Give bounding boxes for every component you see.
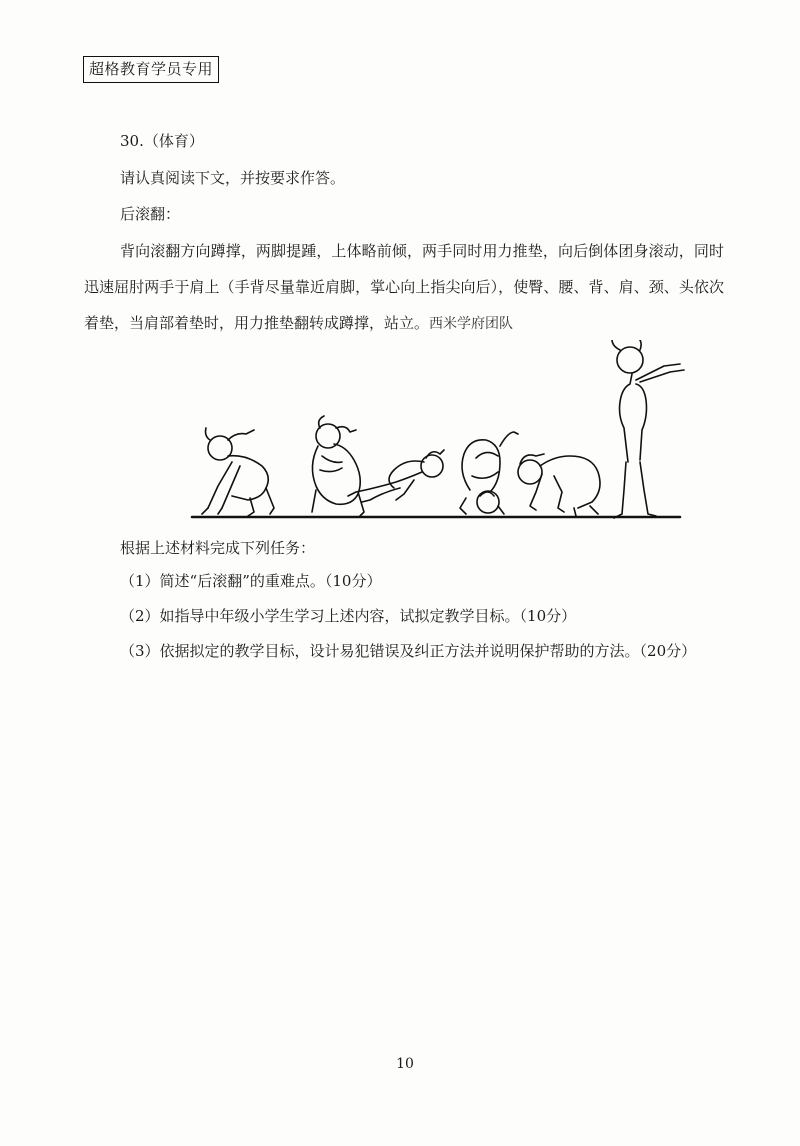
header-stamp: 超格教育学员专用 [83, 56, 219, 83]
question-intro: 请认真阅读下文，并按要求作答。 [120, 169, 346, 187]
page-number: 10 [396, 1056, 414, 1072]
tasks-prompt: 根据上述材料完成下列任务： [120, 539, 316, 557]
figure-standing [612, 340, 684, 518]
task-item-3: （3）依据拟定的教学目标，设计易犯错误及纠正方法并说明保护帮助的方法。（20分） [120, 642, 697, 660]
figure-squat-hands-down [202, 428, 274, 516]
figure-tucked-squat [312, 416, 364, 516]
figure-rolling-back [348, 450, 444, 502]
question-number: 30.（体育） [120, 132, 204, 150]
back-roll-sequence-illustration [170, 340, 690, 525]
paragraph-text: 背向滚翻方向蹲撑，两脚提踵，上体略前倾，两手同时用力推垫，向后倒体团身滚动，同时迅速屈肘两手于肩上（手背尽量靠近肩脚，掌心向上指尖向后），使臀、腰、背、肩、颈、头依次着垫，当肩部着垫时，用力推垫翻转成蹲撑，站立。 [84, 242, 724, 332]
task-item-2: （2）如指导中年级小学生学习上述内容，试拟定教学目标。（10分） [120, 607, 577, 625]
question-subtitle: 后滚翻： [120, 205, 181, 223]
watermark-text: 西米学府团队 [429, 315, 514, 331]
figure-push-up [518, 454, 600, 516]
figure-inverted-roll [460, 432, 518, 514]
task-item-1: （1）简述“后滚翻”的重难点。（10分） [120, 572, 382, 590]
question-paragraph [84, 233, 724, 341]
